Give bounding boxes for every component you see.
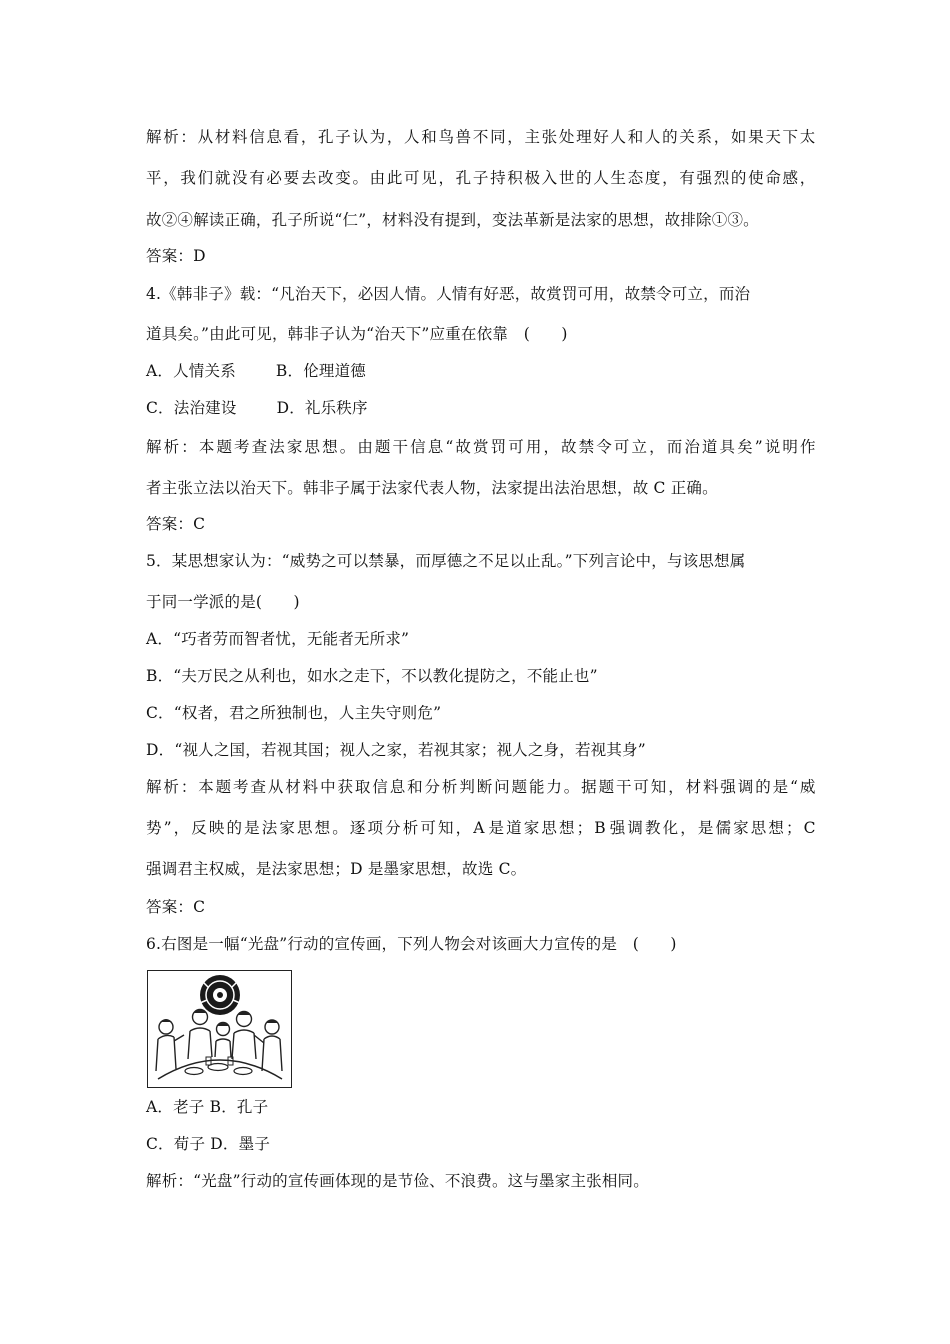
q4-option-d: D．礼乐秩序 — [276, 399, 368, 417]
q4-options-row-1 — [146, 361, 816, 381]
q5-option-d: D．“视人之国，若视其国；视人之家，若视其家；视人之身，若视其身” — [146, 741, 646, 759]
clean-plate-poster-image — [147, 970, 292, 1088]
q5-option-b: B．“夫万民之从利也，如水之走下，不以教化提防之，不能止也” — [146, 667, 598, 685]
q4-analysis-line-1: 解 析 ： 本 题 考 查 法 家 思 想 。 由 题 干 信 息 “ 故 赏 罚 可 用 ， 故 禁 令 可 立 ， 而 治 道 具 矣 ” 说 明 作 — [146, 438, 816, 456]
q5-stem-line-1: 5．某思想家认为：“威势之可以禁暴，而厚德之不足以止乱。”下列言论中，与该思想属 — [146, 552, 746, 570]
q6-analysis: 解析：“光盘”行动的宣传画体现的是节俭、不浪费。这与墨家主张相同。 — [146, 1172, 649, 1190]
q3-analysis-line-2: 平 ， 我 们 就 没 有 必 要 去 改 变 。 由 此 可 见 ， 孔 子 持 积 极 入 世 的 人 生 态 度 ， 有 强 烈 的 使 命 感 ， — [146, 169, 816, 187]
q4-analysis-line-2: 者主张立法以治天下。韩非子属于法家代表人物，法家提出法治思想，故 C 正确。 — [146, 479, 718, 497]
q4-stem-line-1: 4.《韩非子》载：“凡治天下，必因人情。人情有好恶，故赏罚可用，故禁令可立，而治 — [146, 285, 751, 303]
q5-analysis-line-1: 解 析 ： 本 题 考 查 从 材 料 中 获 取 信 息 和 分 析 判 断 问 题 能 力 。 据 题 干 可 知 ， 材 料 强 调 的 是 “ 威 — [146, 778, 816, 796]
q3-answer: 答案：D — [146, 247, 206, 265]
q4-option-a: A．人情关系 — [146, 362, 236, 380]
q6-option-row-1: A．老子 B．孔子 — [146, 1098, 269, 1116]
q5-analysis-line-3: 强调君主权威，是法家思想；D 是墨家思想，故选 C。 — [146, 860, 527, 878]
q5-analysis-line-2: 势 ” ， 反 映 的 是 法 家 思 想 。 逐 项 分 析 可 知 ， A 是 道 家 思 想 ； B 强 调 教 化 ， 是 儒 家 思 想 ； C — [146, 819, 816, 837]
q5-option-c: C．“权者，君之所独制也，人主失守则危” — [146, 704, 442, 722]
q3-analysis-line-3: 故②④解读正确，孔子所说“仁”，材料没有提到，变法革新是法家的思想，故排除①③。 — [146, 211, 759, 229]
q5-option-a: A．“巧者劳而智者忧，无能者无所求” — [146, 630, 410, 648]
q4-answer: 答案：C — [146, 515, 206, 533]
q4-option-b: B．伦理道德 — [275, 362, 366, 380]
q6-stem: 6.右图是一幅“光盘”行动的宣传画，下列人物会对该画大力宣传的是 ( ) — [146, 935, 677, 953]
q4-stem-line-2: 道具矣。”由此可见，韩非子认为“治天下”应重在依靠 ( ) — [146, 325, 568, 343]
q5-stem-line-2: 于同一学派的是( ) — [146, 593, 300, 611]
q5-answer: 答案：C — [146, 898, 206, 916]
q4-options-row-2 — [146, 398, 816, 418]
q3-analysis-line-1: 解 析 ： 从 材 料 信 息 看 ， 孔 子 认 为 ， 人 和 鸟 兽 不 同 ， 主 张 处 理 好 人 和 人 的 关 系 ， 如 果 天 下 太 — [146, 128, 816, 146]
ornament-icon — [200, 975, 240, 1015]
q4-option-c: C．法治建设 — [146, 399, 237, 417]
q6-option-row-2: C．荀子 D．墨子 — [146, 1135, 271, 1153]
